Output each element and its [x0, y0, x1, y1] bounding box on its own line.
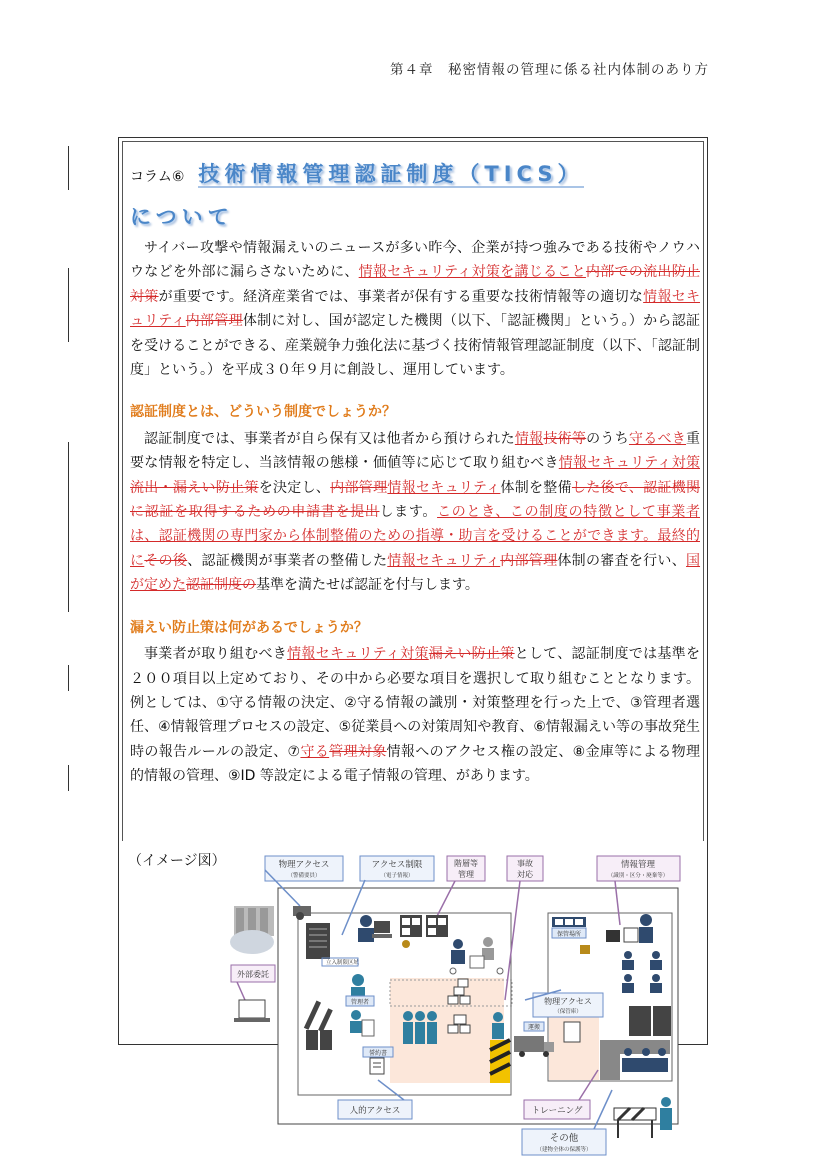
deleted-text: した後で、認証機関に認証を取得するための申請書を提出: [130, 479, 701, 521]
deleted-text: 内部管理: [500, 552, 558, 569]
storage-label: 保管場所: [556, 931, 582, 938]
deleted-text: 内部管理: [330, 479, 388, 496]
svg-text:トレーニング: トレーニング: [531, 1106, 583, 1116]
deleted-text: 流出・漏えい防止策: [130, 479, 259, 496]
callout-tiers: [447, 856, 485, 881]
svg-text:その他: その他: [549, 1133, 579, 1144]
barrier-icon: [490, 1040, 510, 1083]
inserted-text: このとき、この制度の特徴として事業者は、認証機関の専門家から体制整備のための指導・助言を受けることができます。最終的に: [130, 504, 700, 569]
shelf-icon: [629, 1006, 671, 1036]
deleted-text: 管理対象: [329, 743, 387, 760]
body-text: 情報へのアクセス権の設定、⑧金庫等による物理的情報の管理、⑨ID 等設定による電子情報の管理、があります。: [130, 743, 701, 785]
body-text: のうち: [586, 430, 629, 447]
callout-access-limit: [360, 856, 434, 881]
body-text: 体制を整備: [500, 479, 572, 496]
svg-text:物理アクセス: 物理アクセス: [278, 860, 330, 870]
body-text: サイバー攻撃や情報漏えいのニュースが多い昨今、企業が持つ強みである技術やノウハウなどを外部に漏らさないために、: [130, 240, 700, 281]
deleted-text: その後: [144, 552, 188, 569]
callout-training: [524, 1100, 590, 1119]
employees-icon: [403, 1011, 437, 1044]
storage-device-icon: [552, 917, 586, 927]
deleted-text: 技術等: [543, 430, 587, 447]
column-label: コラム⑥: [130, 168, 185, 185]
column-title: 技術情報管理認証制度（TICS）: [198, 162, 583, 188]
body-text: 、認証機関が事業者の整備した: [187, 552, 388, 569]
svg-text:管理: 管理: [458, 870, 474, 879]
contract-label: 誓約書: [368, 1050, 388, 1057]
deleted-text: 内部での流出防止対策: [130, 264, 700, 305]
document-icon: [370, 1058, 384, 1074]
inserted-text: 情報セキュリティ対策: [287, 646, 429, 663]
body-text: 体制の審査を行い、: [557, 552, 687, 569]
svg-text:外部委託: 外部委託: [237, 970, 269, 979]
document-icon: [564, 1022, 580, 1042]
manager-label: 管理者: [350, 999, 370, 1006]
inserted-text: 国が定めた: [130, 552, 701, 594]
svg-text:（保管庫）: （保管庫）: [554, 1009, 582, 1015]
callout-physical-access-storage: [533, 993, 603, 1017]
section-heading-leak-prevention: 漏えい防止策は何があるでしょうか？: [130, 619, 368, 636]
running-header: 第４章 秘密情報の管理に係る社内体制のあり方: [390, 62, 709, 78]
body-text: 認証制度では、事業者が自ら保有又は他者から預けられた: [144, 430, 515, 447]
svg-text:階層等: 階層等: [454, 859, 478, 868]
svg-text:事故: 事故: [517, 859, 533, 868]
laptop-icon: [234, 1000, 270, 1022]
svg-text:（識別・区分・廃棄等）: （識別・区分・廃棄等）: [607, 873, 669, 879]
body-text: 事業者が取り組むべき: [144, 646, 288, 663]
svg-text:アクセス制限: アクセス制限: [371, 860, 423, 870]
body-text: が重要です。経済産業省では、事業者が保有する重要な技術情報等の適切な: [158, 288, 644, 305]
staff-icon: [639, 914, 653, 943]
callout-outsourcing: [231, 965, 275, 982]
deleted-text: 漏えい防止策: [428, 646, 515, 663]
svg-text:（建物全体の保護等）: （建物全体の保護等）: [536, 1147, 592, 1153]
body-text: を決定し、: [258, 479, 331, 496]
security-guard-icon: [492, 1012, 504, 1039]
svg-text:情報管理: 情報管理: [620, 860, 656, 870]
datacenter-icon: [230, 906, 274, 954]
inserted-text: 情報: [514, 430, 544, 447]
svg-text:人的アクセス: 人的アクセス: [349, 1106, 401, 1116]
guard-icon: [660, 1097, 672, 1130]
inserted-text: 守るべき: [628, 430, 687, 447]
trainees-icon: [622, 1048, 668, 1072]
callout-info-management: [597, 856, 680, 881]
section-heading-certification: 認証制度とは、どういう制度でしょうか？: [130, 404, 396, 421]
callout-physical-access: [265, 856, 343, 881]
body-text: 基準を満たせば認証を付与します。: [256, 577, 479, 594]
deleted-text: 内部管理: [185, 313, 243, 330]
column-title-sub: について: [130, 204, 234, 229]
lock-icon: [580, 945, 590, 954]
transport-label: 運搬: [527, 1024, 541, 1031]
svg-text:（電子情報）: （電子情報）: [380, 873, 414, 879]
callout-other: [522, 1129, 606, 1155]
inserted-text: 情報セキュリティ対策: [558, 455, 700, 472]
body-text: 体制に対し、国が認定した機関（以下、「認証機関」という。）から認証を受けることができる、産業競争力強化法に基づく技術情報管理認証制度（以下、「認証制度」という。）を平成３０年９月に創設し、運用しています。: [130, 313, 701, 379]
entry-zone-label: 立入制限区域: [326, 960, 360, 966]
figure-caption: （イメージ図）: [128, 853, 226, 869]
svg-text:（警備要員）: （警備要員）: [287, 873, 321, 879]
inserted-text: 情報セキュリティ: [387, 479, 501, 496]
server-icon: [306, 923, 330, 959]
body-text: 重要な情報を特定し、当該情報の態様・価値等に応じて取り組むべき: [130, 430, 701, 472]
deleted-text: 認証制度の: [186, 577, 256, 594]
inserted-text: 情報セキュリティ: [387, 552, 501, 569]
svg-text:物理アクセス: 物理アクセス: [544, 997, 592, 1006]
svg-text:対応: 対応: [517, 870, 533, 879]
inserted-text: 情報セキュリティ: [130, 288, 701, 330]
callout-incident: [507, 856, 543, 881]
body-text: します。: [379, 504, 438, 521]
callout-human-access: [338, 1100, 412, 1119]
shelf-icon: [426, 915, 448, 937]
inserted-text: 守る: [300, 743, 330, 760]
inserted-text: 情報セキュリティ対策を講じること: [358, 264, 586, 281]
body-text: として、認証制度では基準を２００項目以上定めており、その中から必要な項目を選択して取り組むこととなります。例としては、①守る情報の決定、②守る情報の識別・対策整理を行った上で、③管理者選任、④情報管理プロセスの設定、⑤従業員への対策周知や教育、⑥情報漏えい等の事故発生時の報告ルールの設定、⑦: [130, 646, 700, 760]
